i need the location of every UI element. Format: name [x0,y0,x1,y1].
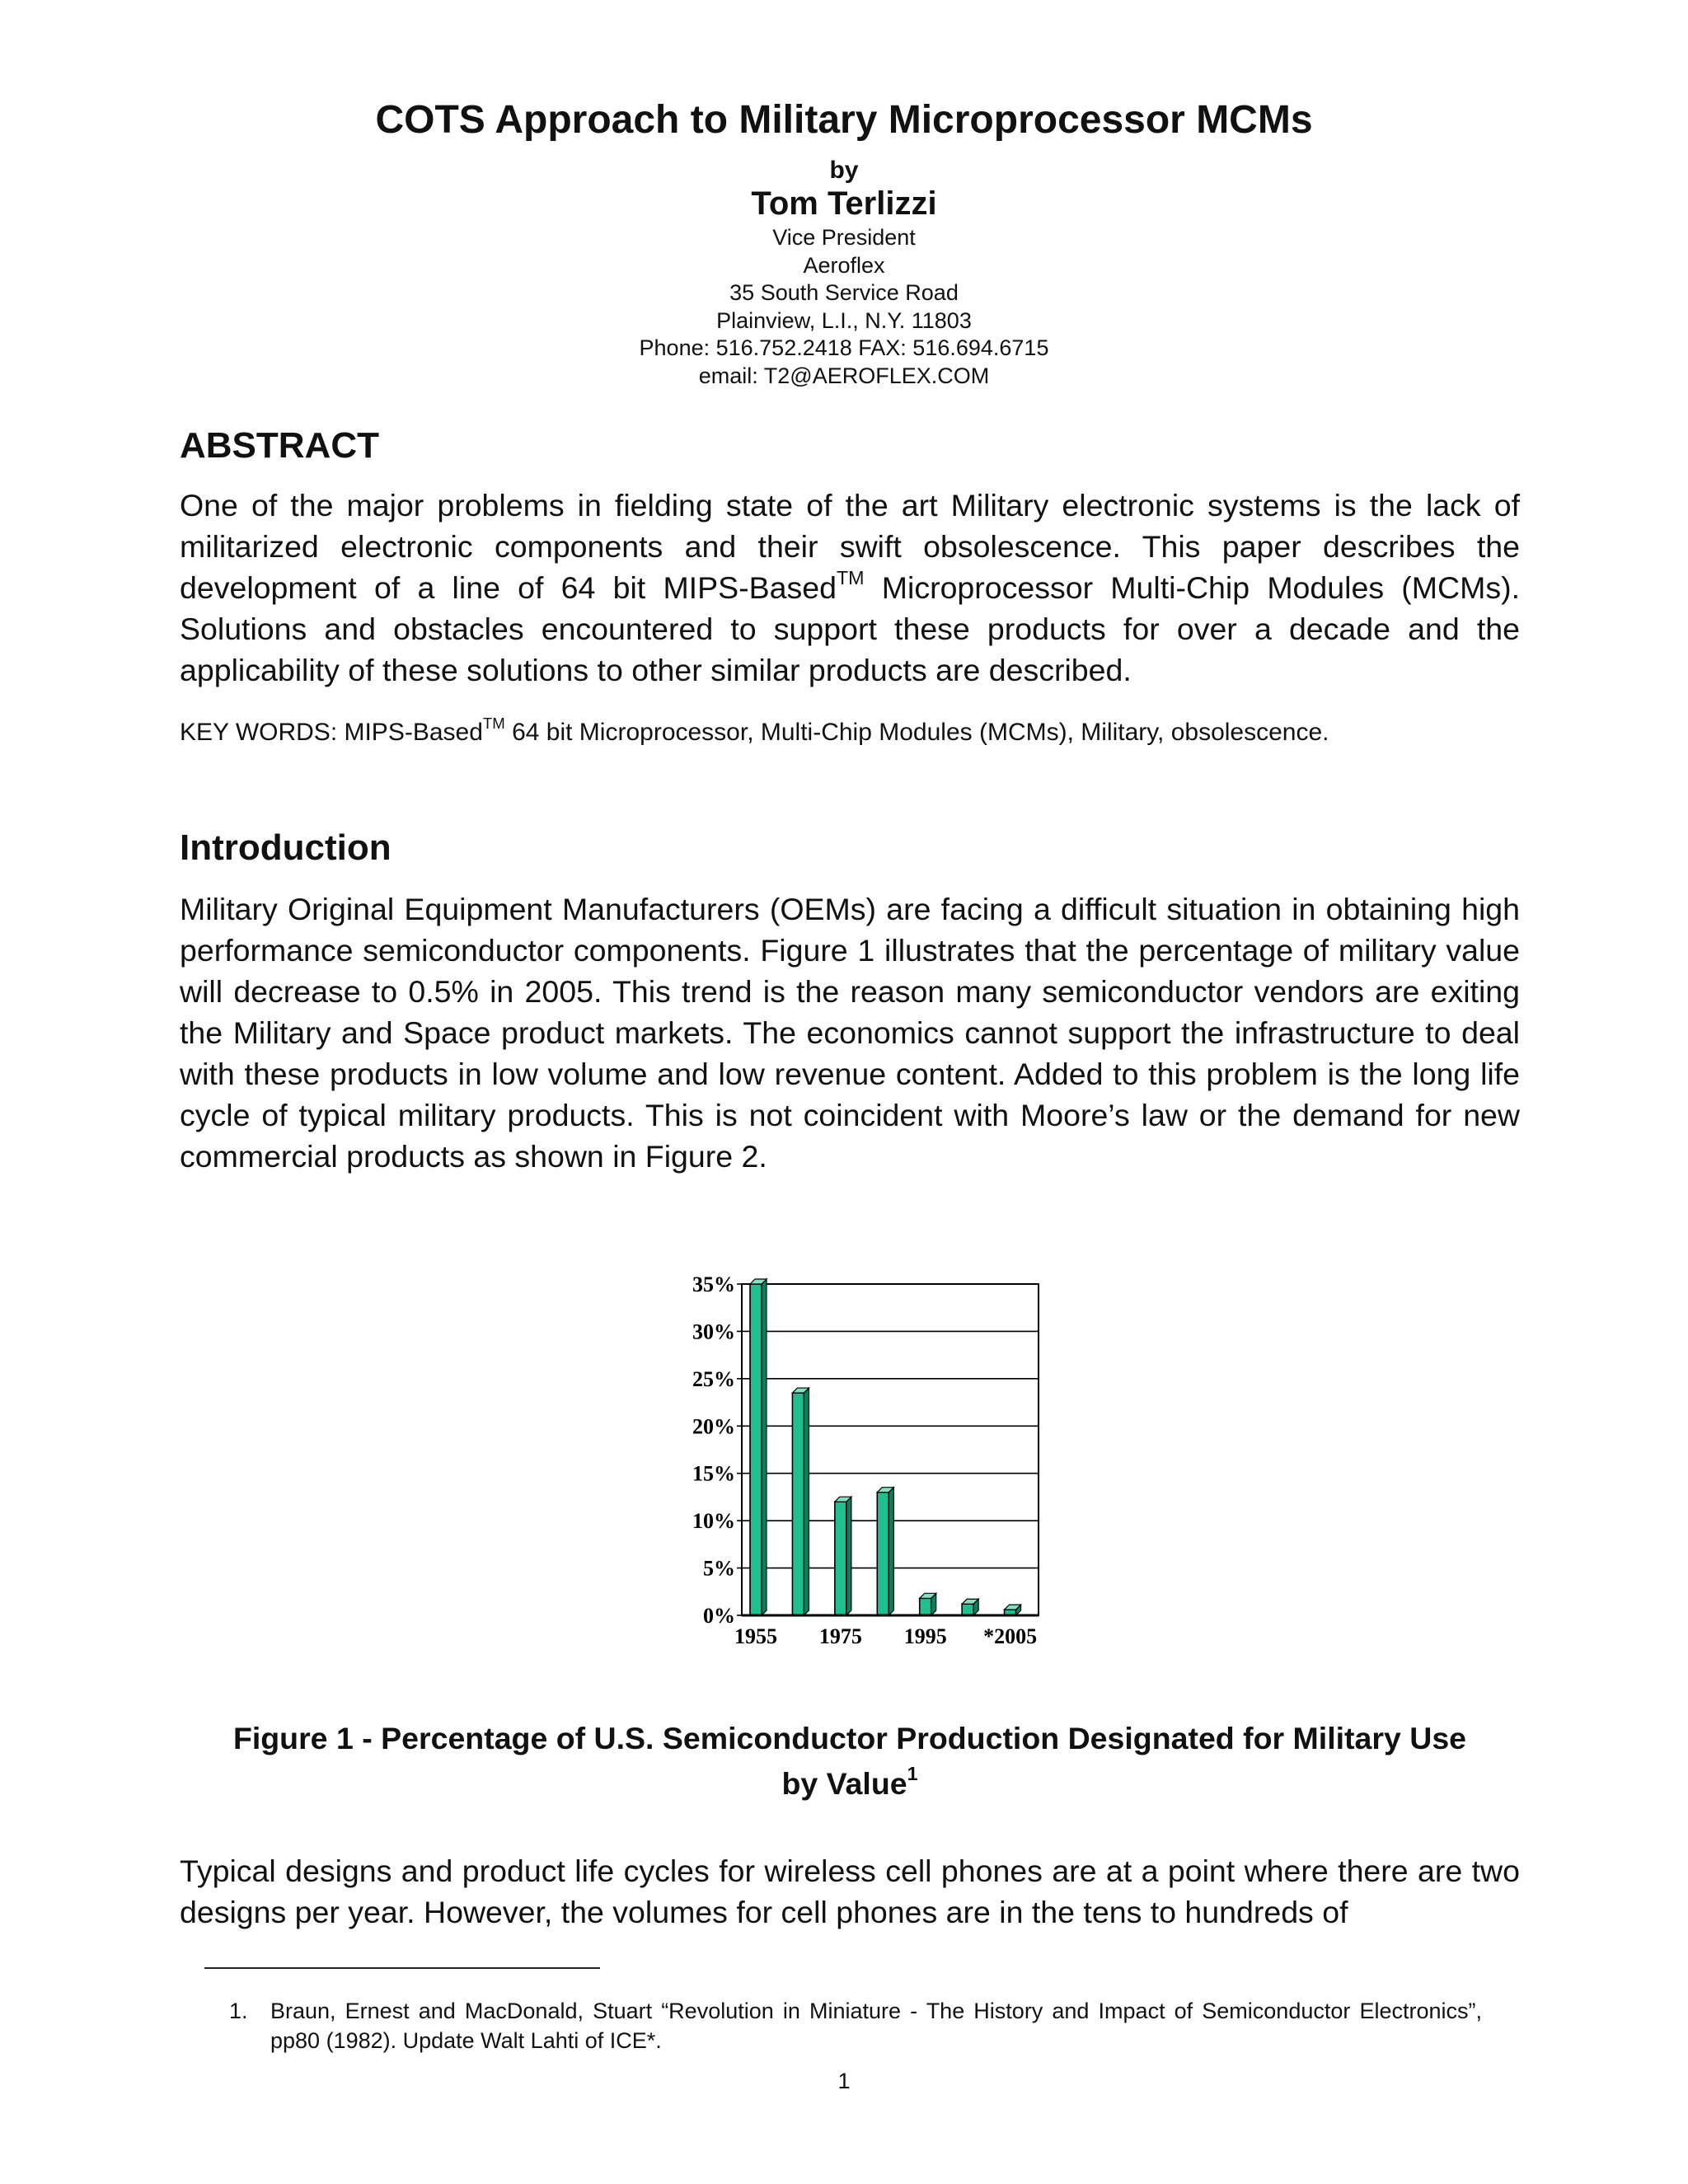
author-name: Tom Terlizzi [751,185,937,222]
keywords-trademark-sup: TM [482,715,505,733]
affiliation-phone: Phone: 516.752.2418 FAX: 516.694.6715 [639,335,1049,360]
y-tick-label: 30% [692,1319,735,1344]
body-text-2: Typical designs and product life cycles for wireless cell phones are at a point where there are two designs per year. However, the volumes for cell phones are in the tens to hundreds of [180,1854,1520,1929]
keywords-part1: KEY WORDS: MIPS-Based [180,719,483,746]
bar [750,1284,762,1615]
paper-title: COTS Approach to Military Microprocessor MCMs [375,98,1313,142]
figure-1-chart [676,1261,1055,1665]
x-tick-label: 1995 [903,1624,947,1648]
introduction-text: Military Original Equipment Manufacturers (OEMs) are facing a difficult situation in obtaining high performance semiconductor components. Figure 1 illustrates that the percentage of military value will decrease to 0.5% in 2005. This trend is the reason many semiconductor vendors are exiting the Military and Space product markets. The economics cannot support the infrastructure to deal with these products in low volume and low revenue content. Added to this problem is the long life cycle of typical military products. This is not coincident with Moore’s law or the demand for new commercial products as shown in Figure 2. [180,892,1520,1174]
abstract-text-part1: One of the major problems in fielding state of the art Military electronic systems is the lack of militarized electronic components and their swift obsolescence. This paper describes the development of a line of 64 bit MIPS-Based [180,488,1520,605]
figure-1-caption-line1: Figure 1 - Percentage of U.S. Semiconductor Production Designated for Military Use [232,1721,1467,1755]
abstract-text [180,485,1520,691]
keywords-part2: 64 bit Microprocessor, Multi-Chip Modules (MCMs), Military, obsolescence. [504,719,1329,746]
affiliation-title: Vice President [772,225,916,250]
bar [835,1502,846,1615]
keywords [180,717,1581,748]
y-tick-label: 10% [692,1509,735,1534]
bar-side [846,1497,851,1615]
bar [962,1604,973,1615]
affiliation-city: Plainview, L.I., N.Y. 11803 [716,307,972,333]
trademark-sup: TM [836,567,865,589]
figure-1-caption [180,1716,1520,1807]
affiliation-company: Aeroflex [803,252,885,278]
bar-side [762,1279,767,1615]
footnote-number: 1. [229,1999,248,2023]
abstract-text-part2: Microprocessor Multi-Chip Modules (MCMs). Solutions and obstacles encountered to support these products for over a decade and the applicability of these solutions to other similar products are described. [180,570,1520,687]
bar [920,1598,931,1615]
footnote-text: Braun, Ernest and MacDonald, Stuart “Revolution in Miniature - The History and Impact of Semiconductor Electronics”, pp80 (1982). Update Walt Lahti of ICE*. [270,1999,1482,2053]
y-tick-label: 0% [703,1604,735,1628]
footnote-ref: 1 [907,1763,918,1785]
y-tick-label: 25% [692,1366,735,1391]
footnote-1 [229,1996,1482,2055]
introduction-heading: Introduction [180,827,392,868]
y-tick-label: 15% [692,1461,735,1486]
x-tick-label: 1975 [818,1624,862,1648]
affiliation-street: 35 South Service Road [729,280,959,305]
figure-1-caption-line2 [180,1761,1520,1807]
x-tick-label: 1955 [734,1624,777,1648]
y-tick-label: 5% [703,1556,735,1581]
y-tick-label: 35% [692,1272,735,1296]
author-affiliation [0,224,1688,390]
x-tick-label: *2005 [983,1624,1038,1648]
bar-side [804,1388,809,1615]
abstract-heading: ABSTRACT [180,425,379,466]
bar [877,1493,889,1615]
bar [792,1393,804,1615]
page-number: 1 [837,2069,851,2093]
bar-side [889,1488,893,1615]
figure-1-caption-line2-text: by Value [781,1766,907,1801]
footnote-rule [204,1967,600,1969]
y-tick-label: 20% [692,1414,735,1439]
affiliation-email: email: T2@AEROFLEX.COM [698,363,990,388]
byline: by [829,157,859,184]
